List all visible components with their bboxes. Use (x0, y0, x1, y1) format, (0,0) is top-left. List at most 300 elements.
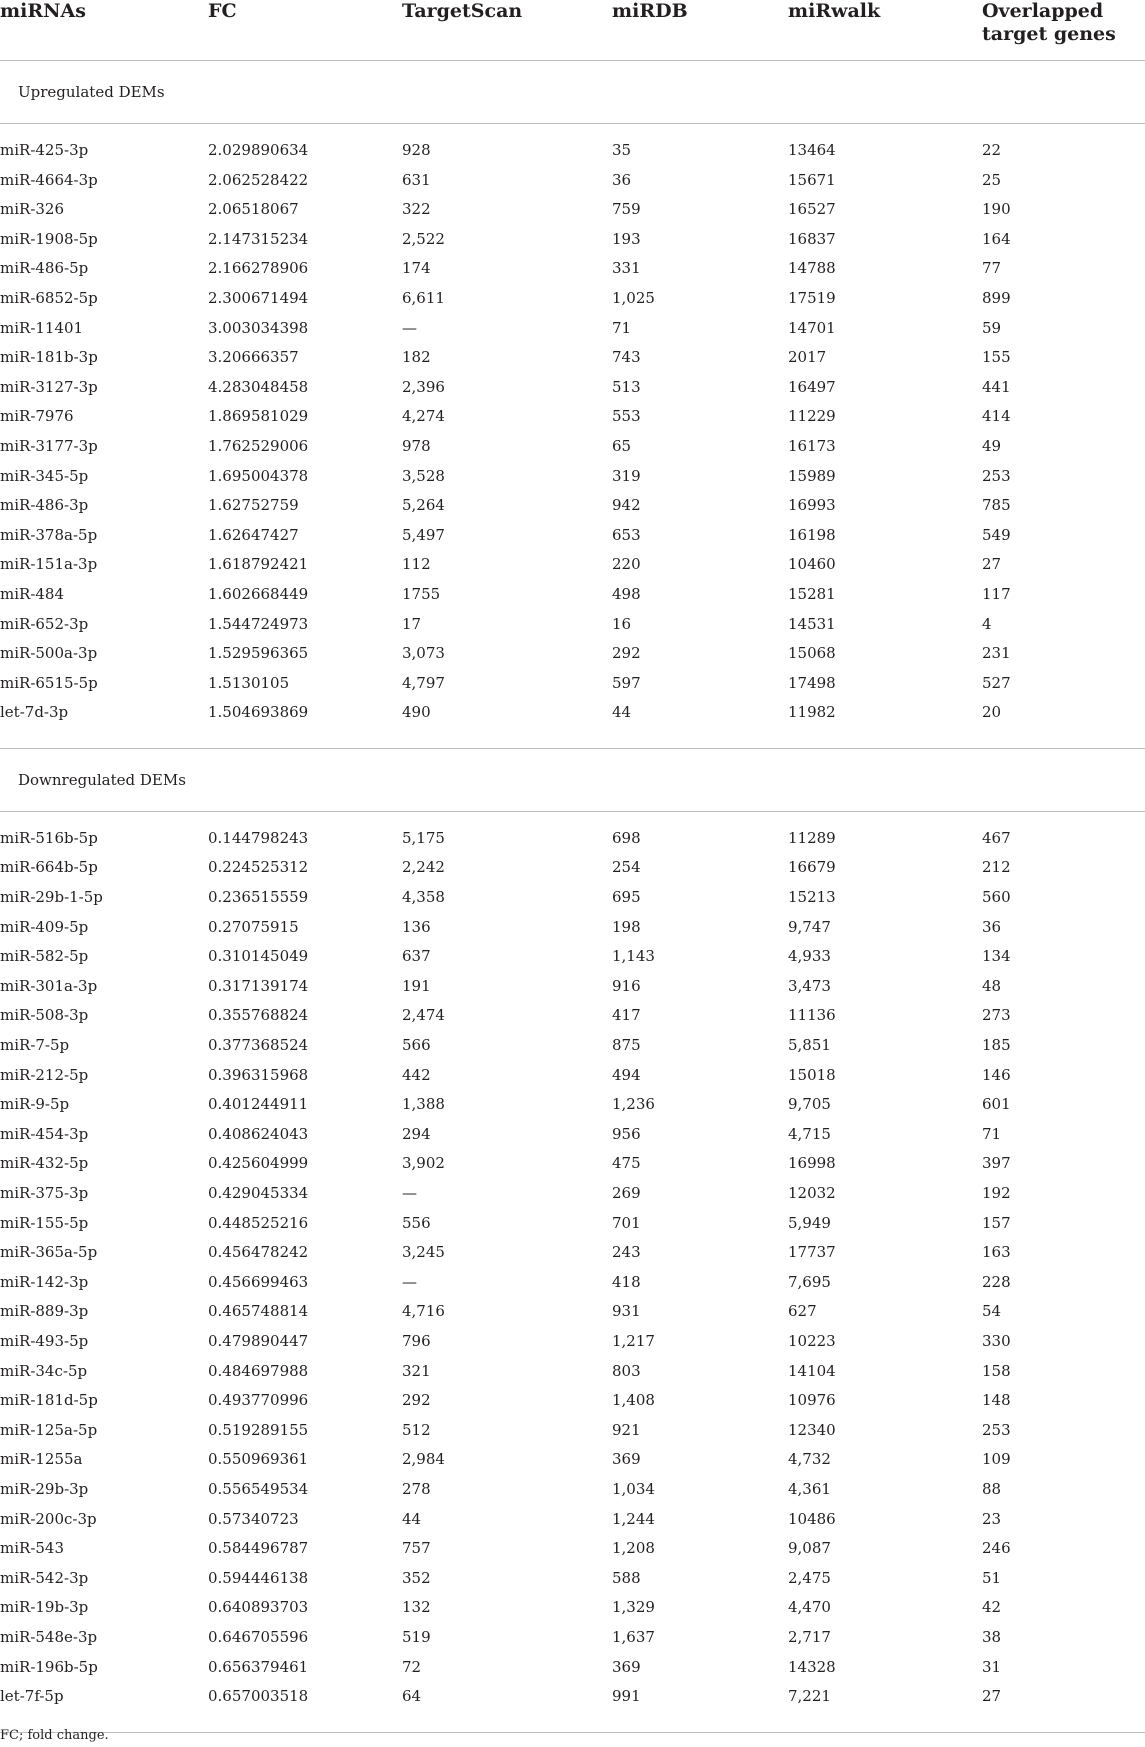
cell-overlapped: 527 (982, 673, 1011, 692)
cell-overlapped: 253 (982, 1420, 1011, 1439)
cell-overlapped: 601 (982, 1095, 1011, 1114)
cell-mirdb: 513 (612, 377, 641, 396)
cell-overlapped: 31 (982, 1657, 1002, 1676)
cell-mirwalk: 16837 (788, 229, 836, 248)
table-row (0, 462, 1145, 492)
header-mirwalk: miRwalk (788, 0, 982, 61)
cell-fc: 1.5130105 (208, 673, 290, 692)
cell-targetscan: — (402, 318, 417, 337)
cell-mirna: miR-181b-3p (0, 348, 98, 367)
table-row (0, 166, 1145, 196)
cell-targetscan: 442 (402, 1065, 431, 1084)
cell-mirwalk: 5,851 (788, 1036, 831, 1055)
cell-mirwalk: 11289 (788, 828, 836, 847)
spacer-row (0, 728, 1145, 749)
cell-overlapped: 560 (982, 888, 1011, 907)
cell-targetscan: 352 (402, 1568, 431, 1587)
cell-mirna: miR-301a-3p (0, 976, 98, 995)
cell-targetscan: 978 (402, 436, 431, 455)
cell-mirdb: 1,143 (612, 947, 655, 966)
cell-targetscan: 6,611 (402, 288, 445, 307)
cell-overlapped: 155 (982, 348, 1011, 367)
cell-mirdb: 71 (612, 318, 632, 337)
cell-mirdb: 701 (612, 1213, 641, 1232)
cell-overlapped: 109 (982, 1450, 1011, 1469)
table-row (0, 1061, 1145, 1091)
table-footnote: FC; fold change. (0, 1728, 109, 1743)
cell-mirwalk: 15281 (788, 584, 836, 603)
cell-mirdb: 759 (612, 200, 641, 219)
cell-mirwalk: 15989 (788, 466, 836, 485)
cell-mirdb: 292 (612, 644, 641, 663)
cell-mirwalk: 4,715 (788, 1124, 831, 1143)
cell-overlapped: 212 (982, 858, 1011, 877)
cell-overlapped: 253 (982, 466, 1011, 485)
cell-overlapped: 273 (982, 1006, 1011, 1025)
cell-overlapped: 88 (982, 1479, 1002, 1498)
cell-mirna: miR-7976 (0, 407, 74, 426)
cell-mirna: miR-375-3p (0, 1184, 89, 1202)
cell-targetscan: 2,984 (402, 1450, 445, 1469)
cell-mirdb: 193 (612, 229, 641, 248)
cell-mirna: miR-7-5p (0, 1036, 70, 1055)
cell-overlapped: 246 (982, 1539, 1011, 1558)
table-row (0, 972, 1145, 1002)
cell-fc: 0.657003518 (208, 1687, 309, 1706)
cell-overlapped: 899 (982, 288, 1011, 307)
cell-overlapped: 25 (982, 170, 1002, 189)
cell-mirwalk: 15213 (788, 888, 836, 907)
cell-fc: 0.429045334 (208, 1184, 309, 1202)
cell-mirwalk: 16497 (788, 377, 836, 396)
cell-fc: 3.003034398 (208, 318, 309, 337)
cell-fc: 0.310145049 (208, 947, 309, 966)
cell-targetscan: 757 (402, 1539, 431, 1558)
cell-mirna: miR-326 (0, 200, 65, 219)
cell-fc: 1.762529006 (208, 436, 309, 455)
cell-overlapped: 397 (982, 1154, 1011, 1173)
cell-mirdb: 553 (612, 407, 641, 426)
cell-overlapped: 36 (982, 917, 1002, 936)
table-row (0, 284, 1145, 314)
cell-overlapped: 148 (982, 1391, 1011, 1410)
cell-mirwalk: 2,475 (788, 1568, 831, 1587)
section-label-upregulated: Upregulated DEMs (0, 61, 1145, 124)
cell-targetscan: 928 (402, 141, 431, 159)
cell-overlapped: 158 (982, 1361, 1011, 1380)
cell-targetscan: 5,497 (402, 525, 445, 544)
cell-fc: 1.602668449 (208, 584, 309, 603)
cell-fc: 0.425604999 (208, 1154, 309, 1173)
cell-targetscan: 5,264 (402, 496, 445, 515)
cell-mirdb: 803 (612, 1361, 641, 1380)
cell-targetscan: 3,245 (402, 1243, 445, 1262)
cell-fc: 0.396315968 (208, 1065, 309, 1084)
cell-overlapped: 51 (982, 1568, 1002, 1587)
table-row (0, 1386, 1145, 1416)
table-body (0, 61, 1145, 1733)
cell-targetscan: 5,175 (402, 828, 445, 847)
table-row (0, 580, 1145, 610)
cell-fc: 0.144798243 (208, 828, 309, 847)
cell-overlapped: 71 (982, 1124, 1002, 1143)
table-row (0, 1238, 1145, 1268)
cell-mirna: miR-29b-1-5p (0, 888, 103, 907)
cell-mirna: let-7f-5p (0, 1687, 64, 1706)
cell-mirna: miR-19b-3p (0, 1598, 89, 1617)
cell-mirdb: 875 (612, 1036, 641, 1055)
cell-overlapped: 146 (982, 1065, 1011, 1084)
cell-mirwalk: 14104 (788, 1361, 836, 1380)
cell-mirna: miR-4664-3p (0, 170, 98, 189)
cell-targetscan: 136 (402, 917, 431, 936)
cell-mirdb: 1,637 (612, 1627, 655, 1646)
cell-fc: 1.544724973 (208, 614, 309, 633)
cell-mirwalk: 10976 (788, 1391, 836, 1410)
cell-mirna: miR-652-3p (0, 614, 89, 633)
cell-fc: 2.166278906 (208, 259, 309, 278)
cell-targetscan: 519 (402, 1627, 431, 1646)
cell-mirna: miR-425-3p (0, 141, 89, 159)
cell-mirdb: 1,217 (612, 1331, 655, 1350)
table-row (0, 1179, 1145, 1209)
cell-targetscan: 174 (402, 259, 431, 278)
cell-targetscan: 321 (402, 1361, 431, 1380)
cell-mirwalk: 15068 (788, 644, 836, 663)
cell-mirdb: 198 (612, 917, 641, 936)
cell-mirwalk: 13464 (788, 141, 836, 159)
cell-overlapped: 77 (982, 259, 1002, 278)
cell-fc: 0.57340723 (208, 1509, 299, 1528)
cell-fc: 0.519289155 (208, 1420, 309, 1439)
table-row (0, 853, 1145, 883)
cell-fc: 0.224525312 (208, 858, 309, 877)
table-row (0, 913, 1145, 943)
cell-fc: 0.656379461 (208, 1657, 309, 1676)
cell-targetscan: 796 (402, 1331, 431, 1350)
cell-mirna: miR-3177-3p (0, 436, 98, 455)
cell-mirna: miR-889-3p (0, 1302, 89, 1321)
cell-overlapped: 231 (982, 644, 1011, 663)
cell-overlapped: 27 (982, 555, 1002, 574)
table-row (0, 1534, 1145, 1564)
cell-targetscan: 3,902 (402, 1154, 445, 1173)
table-row (0, 373, 1145, 403)
cell-mirwalk: 14328 (788, 1657, 836, 1676)
cell-mirdb: 44 (612, 703, 632, 722)
cell-mirna: miR-151a-3p (0, 555, 98, 574)
cell-mirdb: 1,025 (612, 288, 655, 307)
cell-mirwalk: 4,361 (788, 1479, 831, 1498)
cell-mirwalk: 12340 (788, 1420, 836, 1439)
cell-targetscan: 292 (402, 1391, 431, 1410)
cell-mirna: miR-484 (0, 584, 65, 603)
cell-overlapped: 441 (982, 377, 1011, 396)
cell-targetscan: 2,522 (402, 229, 445, 248)
cell-mirdb: 695 (612, 888, 641, 907)
cell-mirdb: 331 (612, 259, 641, 278)
cell-mirwalk: 10486 (788, 1509, 836, 1528)
cell-mirdb: 269 (612, 1184, 641, 1202)
section-row-downregulated (0, 748, 1145, 811)
cell-fc: 1.695004378 (208, 466, 309, 485)
cell-mirna: miR-582-5p (0, 947, 89, 966)
cell-mirdb: 1,408 (612, 1391, 655, 1410)
cell-mirwalk: 9,705 (788, 1095, 831, 1114)
cell-targetscan: 512 (402, 1420, 431, 1439)
cell-overlapped: 20 (982, 703, 1002, 722)
cell-mirdb: 35 (612, 141, 632, 159)
cell-mirdb: 369 (612, 1657, 641, 1676)
table-row (0, 1001, 1145, 1031)
cell-mirna: miR-432-5p (0, 1154, 89, 1173)
header-fc: FC (208, 0, 402, 61)
cell-mirwalk: 11229 (788, 407, 836, 426)
table-row (0, 639, 1145, 669)
table-row (0, 225, 1145, 255)
cell-mirna: miR-548e-3p (0, 1627, 98, 1646)
cell-fc: 0.484697988 (208, 1361, 309, 1380)
cell-targetscan: 3,073 (402, 644, 445, 663)
cell-mirna: miR-196b-5p (0, 1657, 98, 1676)
cell-fc: 0.236515559 (208, 888, 309, 907)
cell-fc: 1.62752759 (208, 496, 299, 515)
cell-overlapped: 22 (982, 141, 1002, 159)
cell-fc: 0.646705596 (208, 1627, 309, 1646)
table-row (0, 1505, 1145, 1535)
cell-overlapped: 23 (982, 1509, 1002, 1528)
cell-mirna: miR-212-5p (0, 1065, 89, 1084)
cell-fc: 0.456699463 (208, 1272, 309, 1291)
cell-mirwalk: 16173 (788, 436, 836, 455)
table-header-row (0, 0, 1145, 61)
cell-overlapped: 228 (982, 1272, 1011, 1291)
cell-fc: 1.869581029 (208, 407, 309, 426)
cell-mirna: let-7d-3p (0, 703, 69, 722)
cell-targetscan: 182 (402, 348, 431, 367)
cell-targetscan: 2,396 (402, 377, 445, 396)
cell-mirna: miR-200c-3p (0, 1509, 97, 1528)
cell-mirwalk: 16998 (788, 1154, 836, 1173)
cell-mirna: miR-3127-3p (0, 377, 98, 396)
cell-targetscan: 294 (402, 1124, 431, 1143)
cell-mirwalk: 16993 (788, 496, 836, 515)
cell-mirdb: 1,329 (612, 1598, 655, 1617)
table-row (0, 1149, 1145, 1179)
table-row (0, 1357, 1145, 1387)
cell-overlapped: 134 (982, 947, 1011, 966)
cell-mirwalk: 2,717 (788, 1627, 831, 1646)
cell-mirna: miR-486-3p (0, 496, 89, 515)
cell-mirwalk: 2017 (788, 348, 827, 367)
cell-mirna: miR-493-5p (0, 1331, 89, 1350)
table-row (0, 1120, 1145, 1150)
cell-targetscan: 566 (402, 1036, 431, 1055)
cell-mirwalk: 3,473 (788, 976, 831, 995)
table-row (0, 136, 1145, 166)
cell-mirna: miR-125a-5p (0, 1420, 98, 1439)
table-row (0, 1031, 1145, 1061)
cell-mirna: miR-9-5p (0, 1095, 70, 1114)
cell-overlapped: 330 (982, 1331, 1011, 1350)
cell-fc: 0.27075915 (208, 917, 299, 936)
cell-mirwalk: 17737 (788, 1243, 836, 1262)
table-row (0, 195, 1145, 225)
cell-mirdb: 743 (612, 348, 641, 367)
cell-mirna: miR-1255a (0, 1450, 83, 1469)
cell-fc: 2.300671494 (208, 288, 309, 307)
spacer-row (0, 1712, 1145, 1733)
cell-fc: 0.355768824 (208, 1006, 309, 1025)
cell-fc: 1.529596365 (208, 644, 309, 663)
cell-mirna: miR-29b-3p (0, 1479, 89, 1498)
cell-mirdb: 418 (612, 1272, 641, 1291)
header-overlapped-target-genes: Overlapped target genes (982, 0, 1145, 61)
table-row (0, 1475, 1145, 1505)
cell-mirdb: 369 (612, 1450, 641, 1469)
cell-fc: 0.465748814 (208, 1302, 309, 1321)
cell-overlapped: 785 (982, 496, 1011, 515)
cell-targetscan: 4,716 (402, 1302, 445, 1321)
cell-targetscan: 1,388 (402, 1095, 445, 1114)
cell-targetscan: 1755 (402, 584, 441, 603)
cell-mirwalk: 14788 (788, 259, 836, 278)
table-row (0, 883, 1145, 913)
cell-fc: 2.147315234 (208, 229, 309, 248)
cell-mirna: miR-6515-5p (0, 673, 98, 692)
cell-overlapped: 59 (982, 318, 1002, 337)
cell-fc: 0.556549534 (208, 1479, 309, 1498)
cell-mirna: miR-500a-3p (0, 644, 98, 663)
cell-overlapped: 185 (982, 1036, 1011, 1055)
cell-mirna: miR-486-5p (0, 259, 89, 278)
cell-overlapped: 27 (982, 1687, 1002, 1706)
table-row (0, 1327, 1145, 1357)
table-row (0, 1564, 1145, 1594)
table-row (0, 432, 1145, 462)
cell-mirdb: 220 (612, 555, 641, 574)
cell-mirna: miR-454-3p (0, 1124, 89, 1143)
cell-overlapped: 467 (982, 828, 1011, 847)
table-row (0, 698, 1145, 728)
table-row (0, 1445, 1145, 1475)
cell-mirdb: 1,034 (612, 1479, 655, 1498)
cell-targetscan: 112 (402, 555, 431, 574)
cell-overlapped: 42 (982, 1598, 1002, 1617)
cell-mirwalk: 7,695 (788, 1272, 831, 1291)
cell-mirna: miR-6852-5p (0, 288, 98, 307)
cell-fc: 0.584496787 (208, 1539, 309, 1558)
cell-mirna: miR-142-3p (0, 1272, 89, 1291)
cell-fc: 0.401244911 (208, 1095, 309, 1114)
spacer-row (0, 811, 1145, 824)
cell-targetscan: 3,528 (402, 466, 445, 485)
table-row (0, 1653, 1145, 1683)
cell-mirna: miR-542-3p (0, 1568, 89, 1587)
table-row (0, 521, 1145, 551)
cell-fc: 4.283048458 (208, 377, 309, 396)
cell-mirdb: 588 (612, 1568, 641, 1587)
cell-mirna: miR-543 (0, 1539, 65, 1558)
cell-fc: 2.062528422 (208, 170, 309, 189)
table-row (0, 1268, 1145, 1298)
section-row-upregulated (0, 61, 1145, 124)
cell-mirdb: 1,208 (612, 1539, 655, 1558)
table-row (0, 1682, 1145, 1712)
cell-targetscan: 2,242 (402, 858, 445, 877)
cell-targetscan: — (402, 1272, 417, 1291)
section-label-downregulated: Downregulated DEMs (0, 748, 1145, 811)
cell-mirwalk: 627 (788, 1302, 817, 1321)
cell-targetscan: — (402, 1184, 417, 1202)
cell-targetscan: 4,274 (402, 407, 445, 426)
cell-mirwalk: 17498 (788, 673, 836, 692)
cell-mirdb: 417 (612, 1006, 641, 1025)
cell-fc: 0.640893703 (208, 1598, 309, 1617)
cell-fc: 2.06518067 (208, 200, 299, 219)
cell-mirna: miR-345-5p (0, 466, 89, 485)
header-mirdb: miRDB (612, 0, 788, 61)
cell-targetscan: 637 (402, 947, 431, 966)
cell-targetscan: 72 (402, 1657, 422, 1676)
cell-mirdb: 65 (612, 436, 632, 455)
cell-mirwalk: 10223 (788, 1331, 836, 1350)
cell-overlapped: 549 (982, 525, 1011, 544)
cell-mirna: miR-664b-5p (0, 858, 98, 877)
cell-overlapped: 4 (982, 614, 992, 633)
cell-overlapped: 117 (982, 584, 1011, 603)
cell-mirwalk: 9,087 (788, 1539, 831, 1558)
cell-targetscan: 556 (402, 1213, 431, 1232)
cell-targetscan: 631 (402, 170, 431, 189)
cell-mirwalk: 11136 (788, 1006, 836, 1025)
table-row (0, 610, 1145, 640)
cell-mirna: miR-365a-5p (0, 1243, 98, 1262)
cell-targetscan: 17 (402, 614, 422, 633)
cell-overlapped: 190 (982, 200, 1011, 219)
cell-targetscan: 44 (402, 1509, 422, 1528)
cell-mirdb: 36 (612, 170, 632, 189)
cell-mirdb: 16 (612, 614, 632, 633)
cell-fc: 0.456478242 (208, 1243, 309, 1262)
cell-mirdb: 942 (612, 496, 641, 515)
cell-mirwalk: 4,933 (788, 947, 831, 966)
cell-targetscan: 132 (402, 1598, 431, 1617)
table-row (0, 669, 1145, 699)
cell-mirdb: 498 (612, 584, 641, 603)
cell-mirwalk: 12032 (788, 1184, 836, 1202)
cell-targetscan: 278 (402, 1479, 431, 1498)
table-row (0, 254, 1145, 284)
cell-mirwalk: 17519 (788, 288, 836, 307)
cell-mirdb: 931 (612, 1302, 641, 1321)
cell-mirdb: 494 (612, 1065, 641, 1084)
cell-mirwalk: 9,747 (788, 917, 831, 936)
cell-fc: 3.20666357 (208, 348, 299, 367)
cell-mirwalk: 4,470 (788, 1598, 831, 1617)
cell-mirdb: 921 (612, 1420, 641, 1439)
cell-mirdb: 254 (612, 858, 641, 877)
cell-mirwalk: 15018 (788, 1065, 836, 1084)
cell-targetscan: 4,358 (402, 888, 445, 907)
cell-mirdb: 991 (612, 1687, 641, 1706)
cell-mirna: miR-378a-5p (0, 525, 98, 544)
cell-mirwalk: 16527 (788, 200, 836, 219)
table-row (0, 491, 1145, 521)
cell-mirwalk: 7,221 (788, 1687, 831, 1706)
cell-mirwalk: 16198 (788, 525, 836, 544)
cell-mirna: miR-1908-5p (0, 229, 98, 248)
